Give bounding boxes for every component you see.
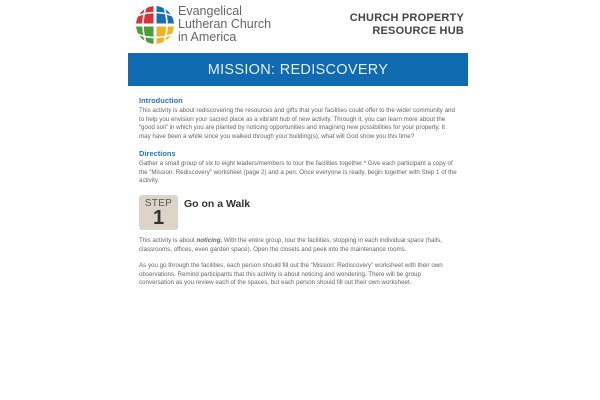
text: This activity is about (139, 237, 197, 244)
directions-heading: Directions (139, 149, 176, 158)
hub-title-line: RESOURCE HUB (372, 25, 464, 37)
org-name-line: in America (178, 30, 237, 44)
step-paragraph-1 (139, 237, 457, 254)
step-paragraph-2: As you go through the facilities, each person should fill out the “Mission: Rediscovery” worksheet with their own observations. Remind participants that this activity is about noticing and wondering. There will be group conversation as you review each of the spaces, but each person should fill out their own worksheet. (139, 262, 443, 286)
hub-title-line: CHURCH PROPERTY (349, 12, 464, 24)
org-name (178, 5, 271, 44)
hub-title (350, 12, 464, 38)
elca-cross-globe-icon (135, 5, 175, 45)
org-name-line: Lutheran Church (178, 17, 272, 31)
logo (135, 5, 175, 45)
page-title: MISSION: REDISCOVERY (207, 61, 389, 78)
page-banner (128, 53, 468, 86)
introduction-heading: Introduction (139, 96, 183, 105)
step-number: 1 (152, 207, 165, 229)
step-label: STEP (144, 198, 173, 209)
introduction-text: This activity is about rediscovering the resources and gifts that your facilities could offer to the wider community and to help you envision your sacred place as a vibrant hub of new activity. Through it, you can learn more about the “good soil” in which you are planted by noticing opportunities and imagining new possibilities for your property. It may have been a while since you walked through your building(s); what will God show you this time? (139, 107, 455, 140)
introduction-section (139, 96, 457, 141)
directions-text: Gather a small group of six to eight leaders/members to tour the facilities together.* Give each participant a copy of the “Mission: Rediscovery” worksheet (page 2) and a pen. Once everyone is ready, begin together with Step 1 of the activity. (139, 160, 457, 184)
step-badge (139, 195, 178, 230)
org-name-line: Evangelical (178, 4, 242, 18)
step-title: Go on a Walk (184, 198, 251, 210)
step-body (139, 237, 457, 288)
directions-section (139, 149, 457, 186)
emphasis-text: noticing. (196, 237, 223, 244)
text: With the entire group, tour the facilities, stopping in each individual space (halls, classrooms, offices, even garden space). Open the closets and peek into the maintenance rooms. (139, 237, 442, 253)
